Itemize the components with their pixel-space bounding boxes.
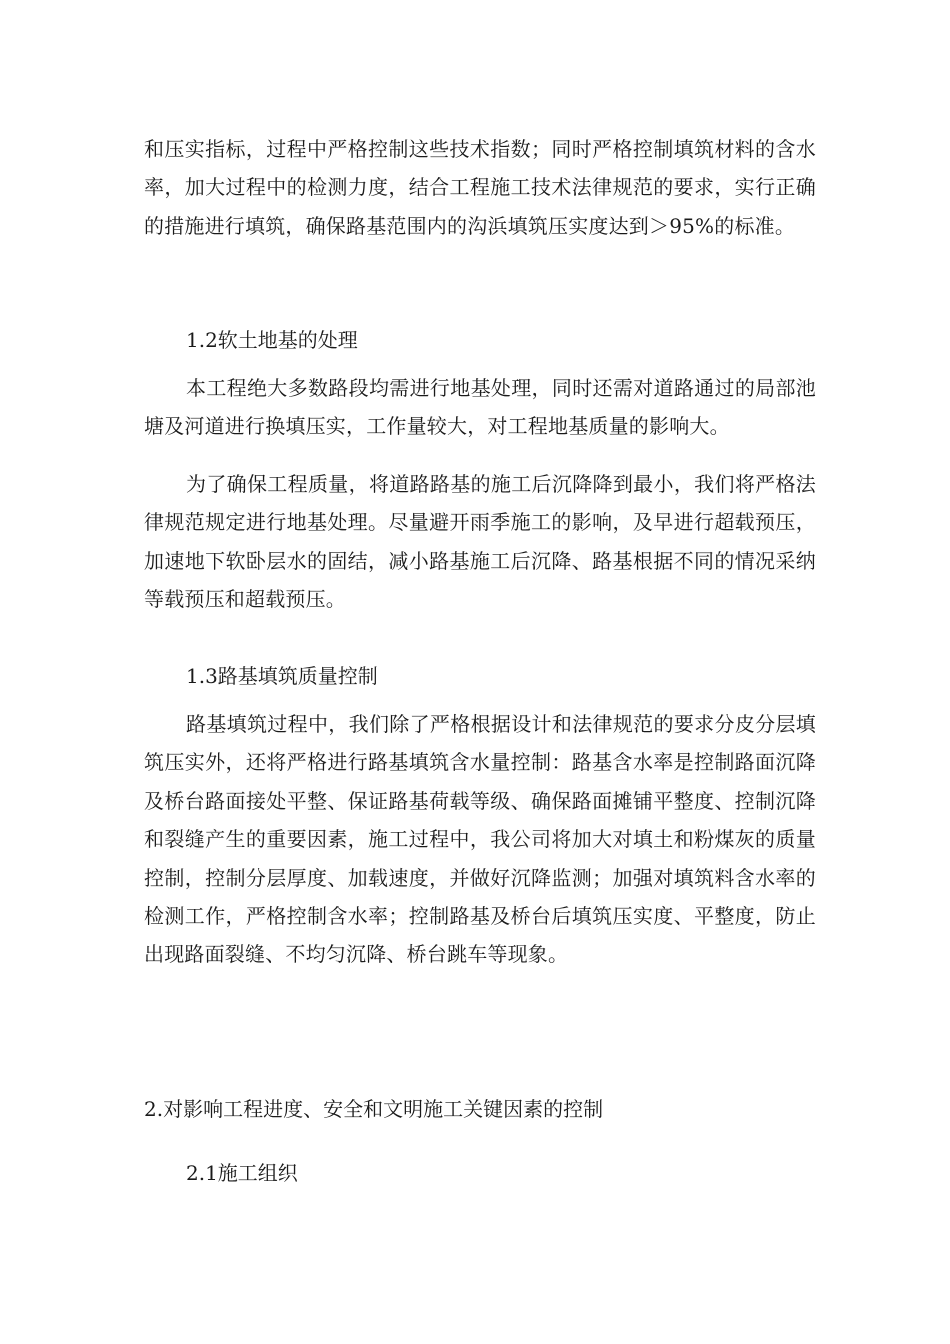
paragraph-1-3: 路基填筑过程中，我们除了严格根据设计和法律规范的要求分皮分层填筑压实外，还将严格进行路基填筑含水量控制：路基含水率是控制路面沉降及桥台路面接处平整、保证路基荷载等级、确保路面摊铺平整度、控制沉降和裂缝产生的重要因素，施工过程中，我公司将加大对填土和粉煤灰的质量控制，控制分层厚度、加载速度，并做好沉降监测；加强对填筑料含水率的检测工作，严格控制含水率；控制路基及桥台后填筑压实度、平整度，防止出现路面裂缝、不均匀沉降、桥台跳车等现象。 <box>144 712 816 967</box>
section-heading-1-3: 1.3路基填筑质量控制 <box>186 664 378 688</box>
paragraph-1-2-a: 本工程绝大多数路段均需进行地基处理，同时还需对道路通过的局部池塘及河道进行换填压实，工作量较大，对工程地基质量的影响大。 <box>144 376 816 439</box>
section-heading-1-2: 1.2软土地基的处理 <box>186 328 358 352</box>
paragraph-1-2-b: 为了确保工程质量，将道路路基的施工后沉降降到最小，我们将严格法律规范规定进行地基处理。尽量避开雨季施工的影响，及早进行超载预压，加速地下软卧层水的固结，减小路基施工后沉降、路基根据不同的情况采纳等载预压和超载预压。 <box>144 472 816 612</box>
section-heading-2-1: 2.1施工组织 <box>186 1161 298 1185</box>
section-heading-2: 2.对影响工程进度、安全和文明施工关键因素的控制 <box>144 1097 604 1121</box>
paragraph-continuation: 和压实指标，过程中严格控制这些技术指数；同时严格控制填筑材料的含水率，加大过程中的检测力度，结合工程施工技术法律规范的要求，实行正确的措施进行填筑，确保路基范围内的沟浜填筑压实度达到＞95%的标准。 <box>144 137 816 238</box>
